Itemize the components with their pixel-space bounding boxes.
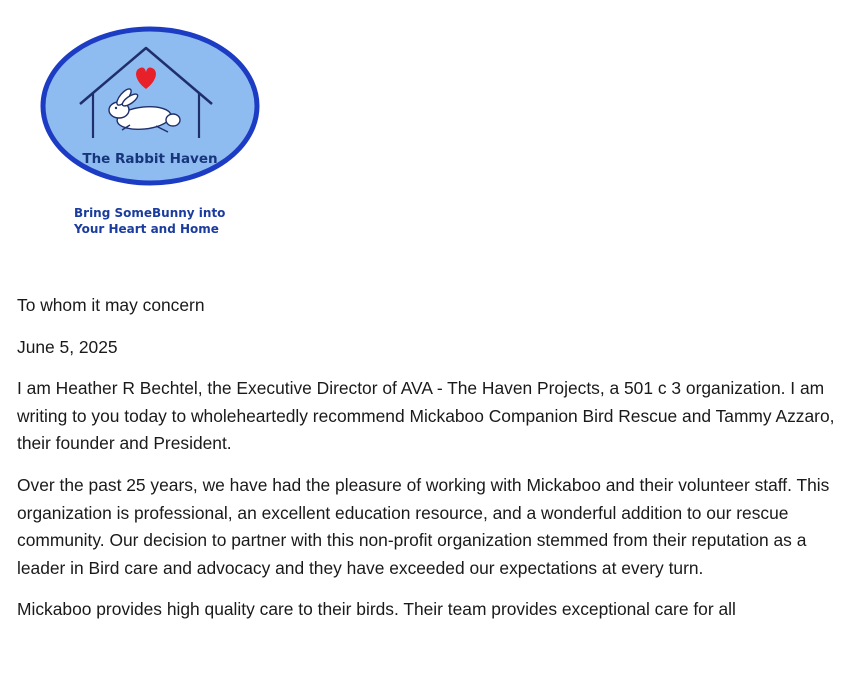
paragraph-introduction: I am Heather R Bechtel, the Executive Director of AVA - The Haven Projects, a 501 c 3 organization. I am writing to you today to wholeheartedly recommend Mickaboo Companion Bird Rescue and Tammy Azzaro, their founder and President. xyxy=(17,378,835,454)
logo-emblem xyxy=(38,26,266,202)
letter-date: June 5, 2025 xyxy=(17,336,118,357)
logo-name: The Rabbit Haven xyxy=(82,151,218,167)
letter-body xyxy=(17,292,847,638)
salutation: To whom it may concern xyxy=(17,295,205,315)
tagline-line-2: Your Heart and Home xyxy=(74,222,219,236)
paragraph-care: Mickaboo provides high quality care to their birds. Their team provides exceptional care for all xyxy=(17,599,736,620)
logo-tagline xyxy=(74,205,254,237)
tagline-line-1: Bring SomeBunny into xyxy=(74,206,226,220)
paragraph-partnership: Over the past 25 years, we have had the pleasure of working with Mickaboo and their volunteer staff. This organization is professional, an excellent education resource, and a wonderful addition to our rescue community. Our decision to partner with this non-profit organization stemmed from their reputation as a leader in Bird care and advocacy and they have exceeded our expectations at every turn. xyxy=(17,474,830,578)
